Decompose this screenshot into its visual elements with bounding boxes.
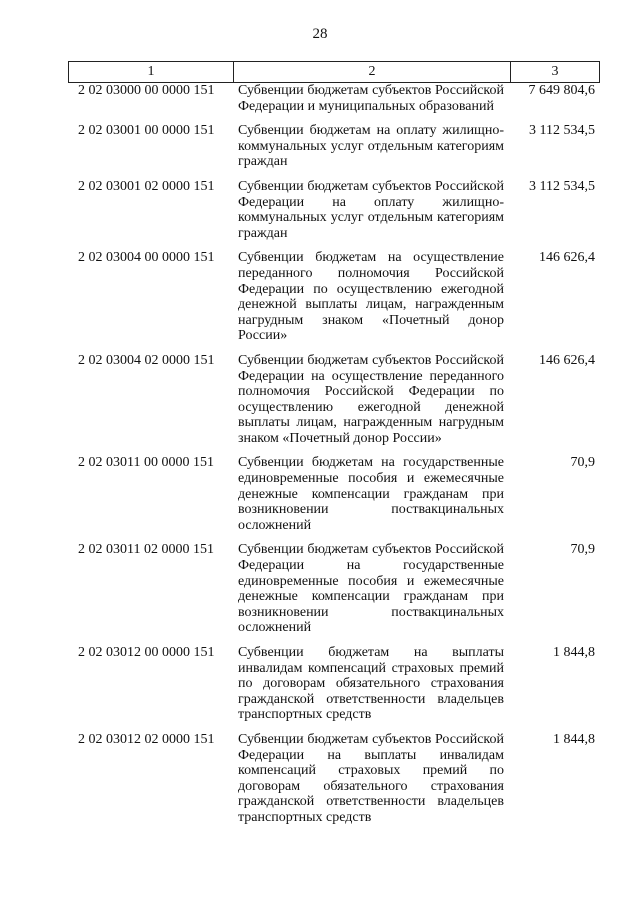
row-amount: 7 649 804,6 bbox=[528, 83, 595, 98]
row-description: Субвенции бюджетам на государственные единовременные пособия и ежемесячные денежные компенсации гражданам при возникновении поствакцинальных осложнений bbox=[238, 455, 504, 533]
table-row bbox=[68, 83, 600, 114]
row-amount: 70,9 bbox=[570, 455, 595, 471]
table-row bbox=[68, 542, 600, 636]
budget-table bbox=[68, 61, 600, 835]
table-row bbox=[68, 732, 600, 826]
column-header-amount: 3 bbox=[551, 64, 559, 79]
row-description: Субвенции бюджетам субъектов Российской Федерации на осуществление переданного полномочия Российской Федерации по осуществлению ежегодной денежной выплаты лицам, награжденным нагрудным знаком «Почетный донор России» bbox=[238, 352, 504, 446]
table-row bbox=[68, 179, 600, 241]
row-description: Субвенции бюджетам субъектов Российской Федерации на выплаты инвалидам компенсаций страховых премий по договорам обязательного страхования гражданской ответственности владельцев транспортных средств bbox=[238, 731, 504, 825]
table-row bbox=[68, 353, 600, 447]
row-description: Субвенции бюджетам субъектов Российской Федерации и муниципальных образований bbox=[238, 83, 504, 114]
row-description: Субвенции бюджетам на осуществление переданного полномочия Российской Федерации по осуществлению ежегодной денежной выплаты лицам, награжденным нагрудным знаком «Почетный донор России» bbox=[238, 250, 504, 344]
budget-code: 2 02 03004 02 0000 151 bbox=[78, 352, 215, 368]
table-row bbox=[68, 250, 600, 344]
budget-code: 2 02 03004 00 0000 151 bbox=[78, 250, 215, 266]
row-amount: 3 112 534,5 bbox=[529, 123, 595, 139]
budget-code: 2 02 03011 00 0000 151 bbox=[78, 455, 214, 471]
table-row bbox=[68, 455, 600, 533]
budget-code: 2 02 03012 00 0000 151 bbox=[78, 645, 215, 660]
column-header-description: 2 bbox=[234, 62, 511, 82]
row-amount: 70,9 bbox=[570, 542, 595, 558]
row-amount: 146 626,4 bbox=[539, 352, 595, 368]
row-amount: 1 844,8 bbox=[553, 731, 595, 747]
row-description: Субвенции бюджетам на выплаты инвалидам компенсаций страховых премий по договорам обязательного страхования гражданской ответственности владельцев транспортных средств bbox=[238, 645, 504, 723]
row-description: Субвенции бюджетам на оплату жилищно-коммунальных услуг отдельным категориям граждан bbox=[238, 123, 504, 170]
table-row bbox=[68, 123, 600, 170]
budget-code: 2 02 03012 02 0000 151 bbox=[78, 731, 215, 747]
row-amount: 1 844,8 bbox=[553, 645, 595, 660]
budget-code: 2 02 03001 00 0000 151 bbox=[78, 123, 215, 139]
row-amount: 3 112 534,5 bbox=[529, 178, 595, 194]
row-description: Субвенции бюджетам субъектов Российской Федерации на оплату жилищно-коммунальных услуг отдельным категориям граждан bbox=[238, 178, 504, 241]
budget-code: 2 02 03000 00 0000 151 bbox=[78, 83, 215, 98]
page-number: 28 bbox=[312, 26, 328, 42]
table-row bbox=[68, 645, 600, 723]
table-header-row bbox=[68, 61, 600, 83]
row-amount: 146 626,4 bbox=[539, 250, 595, 266]
row-description: Субвенции бюджетам субъектов Российской Федерации на государственные единовременные пособия и ежемесячные денежные компенсации гражданам при возникновении поствакцинальных осложнений bbox=[238, 542, 504, 636]
budget-code: 2 02 03001 02 0000 151 bbox=[78, 178, 215, 194]
budget-code: 2 02 03011 02 0000 151 bbox=[78, 542, 214, 558]
column-header-code: 1 bbox=[69, 62, 234, 82]
